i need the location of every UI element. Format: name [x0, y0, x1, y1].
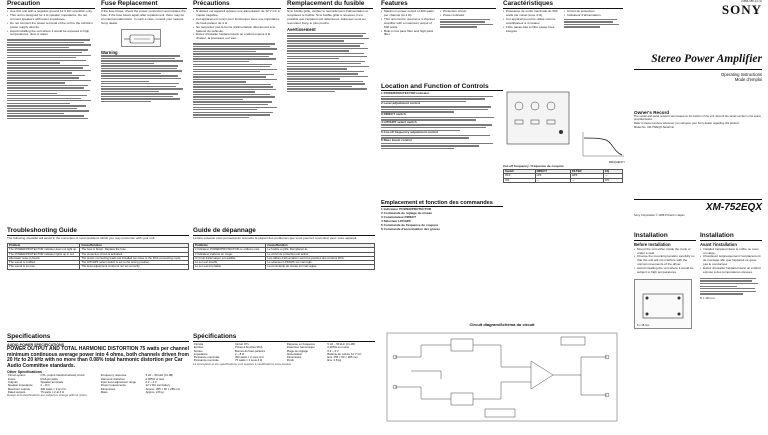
precaution-en-column [7, 0, 95, 119]
cutoff-table-title: Cut-off frequency / fréquence de coupure [503, 164, 564, 168]
cutoff-table-en [503, 165, 623, 183]
features-en-bullet: • Built-in low pass filter and high pass filter. [381, 30, 437, 38]
location-en-item: 1 POWER/PROTECTOR indicator [381, 91, 430, 95]
table-row: Puissance nominale 75 watts × 2 sous 4 Ω [193, 358, 263, 363]
table-row: Maximum outputs 300 watts × 2 at 4 Ω [7, 386, 66, 391]
table-row: L'indicateur POWER/PROTECTOR ne s'allume pas. Le fusible a grillé. Remplacez-le. [194, 248, 375, 252]
installation-fr-section [700, 232, 762, 300]
cutoff-table-header: Switch [504, 169, 536, 173]
specs-fr-table-2 [286, 343, 375, 363]
installation-en-bullet: • Choose the mounting location carefully so that the unit will not interfere with the normal movements of the driver. [634, 255, 696, 267]
location-fr-item: 1 Indicateur POWER/PROTECTOR [381, 207, 432, 211]
installation-en-title: Installation [634, 232, 696, 241]
precaution-en-bullet: • Do not connect the power terminal of the unit to the vehicle's power supply directly. [7, 22, 95, 30]
table-row: Circuits Circuit OTL [193, 342, 250, 346]
screw-size-label-fr: 5 × 18 mm [700, 295, 715, 300]
table-row: The POWER/PROTECTOR indicator does not light up. The fuse is blown. Replace the fuse. [8, 248, 189, 252]
installation-fr-title: Installation [700, 232, 762, 241]
installation-en-subtitle: Before Installation [634, 242, 671, 247]
table-row: Outputs Speaker terminals [7, 379, 64, 384]
precaution-en-bullet: • Avoid installing the unit where it would be exposed to high temperatures, dust or water. [7, 30, 95, 38]
installation-fr-bullet: • Évitez d'installer l'appareil dans un endroit exposé à des températures élevées. [700, 267, 762, 275]
installation-fr-subtitle: Avant l'installation [700, 242, 737, 247]
location-fr-item: 2 Commande de réglage du niveau [381, 210, 433, 215]
table-row: Entrées Prises à broches RCA [193, 345, 263, 350]
fuse-figure [121, 29, 161, 47]
circuit-diagram-section [381, 322, 623, 430]
features-fr-bullet: • Circuit de protection. [564, 10, 622, 14]
features-en-title: Features [381, 0, 496, 9]
fuse-avertissement-label: Avertissement [287, 27, 316, 33]
cutoff-table [503, 169, 623, 183]
table-row: Alternator noise is heard. The power connecting leads are installed too close to the RCA connecting cords. [8, 256, 189, 260]
installation-en-bullet: • Mount the unit either inside the trunk or under a seat. [634, 248, 696, 256]
features-fr-title: Caractéristiques [503, 0, 623, 9]
specs-en-title: Specifications [7, 333, 189, 342]
location-fr-title: Emplacement et fonction des commandes [381, 200, 503, 207]
installation-en-bullet: • Avoid installing the unit where it would be subject to high temperatures. [634, 267, 696, 275]
features-en-column [381, 0, 496, 37]
features-fr-column [503, 0, 623, 33]
installation-figure [634, 279, 692, 329]
table-row: Dimensions Approx. 255 × 60 × 285 mm [100, 386, 181, 391]
fuse-fr-column [287, 0, 373, 92]
table-row: Le son est trop faible. La commande de niveau est mal réglée. [194, 265, 375, 269]
sony-logo: SONY [721, 1, 762, 17]
table-row: Mass Approx. 2.8 kg [100, 389, 164, 394]
fuse-fr-text: Si le fusible grille, vérifiez le raccordement d'alimentation et remplacez le fusible. Si le fusible grille à nouveau, il est possible que l'appareil soit défectueux. Adressez-vous au revendeur Sony le plus proche. [287, 9, 369, 25]
cutoff-table-header: FILTER [570, 169, 603, 173]
precaution-fr-body-text [193, 43, 281, 118]
owners-record [634, 110, 762, 130]
precaution-en-body-text [7, 39, 95, 119]
precaution-fr-bullet: • Ne raccordez pas la borne d'alimentation directement à la batterie du véhicule. [193, 26, 281, 34]
table-row: Harmonic distortion 0.005% or less [100, 376, 165, 381]
cutoff-table-header: DIRECT [535, 169, 570, 173]
specs-fr-section [193, 333, 375, 366]
specs-en-note: Design and specifications are subject to change without notice. [7, 393, 88, 398]
owners-record-title: Owner's Record [634, 109, 670, 115]
table-row: Frequency response 5 Hz – 50 kHz (±1 dB) [100, 373, 174, 378]
table-row: Réponse en fréquence 5 Hz – 50 kHz (±1 dB) [286, 342, 355, 346]
table-row: L'indicateur s'allume en rouge. Le circuit de protection est activé. [194, 252, 375, 256]
location-fr-item: 3 Commutateur DIRECT [381, 214, 417, 219]
troubleshooting-fr-title: Guide de dépannage [193, 227, 375, 236]
table-row: Plage de réglage 0,2 – 4 V [286, 348, 339, 353]
table-row: Impédance 2 – 8 Ω [193, 351, 245, 356]
table-row: Inputs RCA pin jacks [7, 376, 58, 381]
fuse-fr-title: Remplacement du fusible [287, 0, 373, 9]
table-row: ON — — ON [504, 178, 623, 182]
cover-column [634, 0, 762, 232]
specs-en-section [7, 333, 189, 398]
product-name: Stereo Power Amplifier [651, 52, 762, 65]
table-row: Circuit system OTL (output transformerless) circuit [7, 373, 85, 378]
table-row: The sound is too low. The level adjustment control is not set correctly. [8, 265, 189, 269]
specs-fr-table [193, 343, 282, 363]
fuse-en-column [101, 0, 187, 102]
troubleshooting-fr-section [193, 227, 375, 270]
precaution-fr-column [193, 0, 281, 118]
audio-specs-text: POWER OUTPUT AND TOTAL HARMONIC DISTORTION 75 watts per channel minimum continuous average power into 4 ohms, both channels driven from 20 Hz to 20 kHz with no more than 0.08% total harmonic distortion per Car Audio Committee standards. [7, 346, 189, 369]
table-row: Dimensions Env. 255 × 60 × 285 mm [286, 355, 358, 360]
graph-frequency-label: FREQUENCY [608, 161, 625, 164]
location-en-item: 4 LPF/HPF select switch [381, 119, 417, 124]
subtitle-en: Operating Instructions [721, 71, 762, 77]
installation-en-section [634, 232, 696, 329]
copyright: Sony Corporation © 1998 Printed in Japan [634, 214, 685, 217]
precaution-fr-bullet: • N'utilisez cet appareil qu'avec une alimentation de 12 V CC à masse négative. [193, 10, 281, 18]
table-row: The sound is muffled. The LPF/HPF select switch is set to the wrong position. [8, 261, 189, 265]
model-number: XM-752EQX [705, 202, 762, 213]
mounting-screws-icon [635, 280, 693, 330]
table-row: Le son est étouffé. Le sélecteur LPF/HPF est mal réglé. [194, 261, 375, 265]
table-row: Speaker impedance 2 – 8 Ω [7, 383, 50, 388]
location-en-item: 6 Bass boost control [381, 137, 412, 142]
features-en-bullet: • This unit can be used as a 4-channel amplifier with a maximum output of 600 watts. [381, 18, 437, 30]
table-row: Sorties Bornes de haut-parleurs [193, 348, 266, 353]
table-row: Distorsion harmonique 0,005% ou moins [286, 345, 350, 350]
table-row: Puissance maximale 300 watts × 2 sous 4 Ω [193, 355, 264, 360]
amplifier-panel-icon [505, 88, 575, 158]
audio-specs-title: AUDIO POWER SPECIFICATIONS [7, 343, 65, 347]
specs-en-table-2 [100, 374, 189, 394]
location-en-section [381, 81, 503, 149]
subtitle-fr: Mode d'emploi [734, 76, 762, 82]
features-fr-bullet: • Filtre passe-bas et filtre passe-haut intégrés. [503, 26, 561, 34]
fuse-warning-label: Warning [101, 49, 118, 55]
precaution-fr-bullet: • Évitez d'installer l'appareil dans un endroit exposé à la chaleur, la poussière ou l'eau. [193, 33, 281, 41]
table-row: Power requirements 12 V DC car battery [100, 383, 171, 388]
fuse-en-title: Fuse Replacement [101, 0, 187, 9]
location-en-item: 5 Cut-off frequency adjustment control [381, 129, 439, 134]
table-row: Alimentation Batterie de voiture 12 V CC [286, 351, 362, 356]
owners-record-text2: Refer to these numbers whenever you call upon your Sony dealer regarding this product. [634, 121, 740, 125]
precaution-en-title: Precaution [7, 0, 95, 9]
precaution-fr-title: Précautions [193, 0, 281, 9]
frequency-graph [580, 130, 625, 164]
fuse-fr-body-text [287, 33, 373, 93]
location-fr-section [381, 198, 503, 231]
troubleshooting-en-intro: The following checklist will assist in the correction of most problems which you may encounter with your unit. [7, 236, 156, 240]
location-en-item: 2 Level adjustment control [381, 101, 421, 106]
cutoff-table-header: EQ [604, 169, 623, 173]
screw-size-label: 5 × 18 mm [637, 323, 650, 327]
specs-fr-note: La conception et les spécifications sont sujettes à modifications sans préavis. [193, 361, 292, 366]
table-row: Rated outputs 75 watts × 2 at 4 Ω [7, 389, 65, 394]
troubleshooting-fr-intro: La liste suivante vous permettra de résoudre la plupart des problèmes que vous pourriez rencontrer avec votre appareil. [193, 236, 358, 240]
features-en-bullet: • Protection circuit. [440, 10, 496, 14]
table-row: OFF LPF HPF — [504, 174, 623, 178]
model-code: 3-868-188-14 (1) [741, 0, 762, 3]
features-en-bullet: • Power indicator. [440, 14, 496, 18]
other-specs-title: Other Specifications [7, 370, 42, 375]
location-en-item: 3 DIRECT switch [381, 111, 406, 116]
specs-fr-title: Spécifications [193, 333, 375, 342]
table-row: Un bruit d'alternateur est audible. Les câbles d'alimentation sont trop proches des cordons RCA. [194, 256, 375, 260]
location-fr-item: 6 Commande d'accentuation des graves [381, 226, 441, 231]
unit-panel-figure [505, 88, 575, 158]
precaution-fr-bullet: • Cet appareil est conçu pour fonctionner avec une impédance de haut-parleur de 4 Ω. [193, 18, 281, 26]
features-fr-bullet: • Indicateur d'alimentation. [564, 14, 622, 18]
troubleshooting-en-section [7, 227, 189, 270]
troubleshooting-fr-table: Problème Cause/Solution L'indicateur POWER/PROTECTOR ne s'allume pas. Le fusible a grillé. Remplacez-le. L'indicateur s'allume en rouge. Le circuit de protection est activé. Un bruit d'alternateur est audible. Les câbles d'alimentation sont trop proches des cordons RCA. Le son est étouffé. Le sélecteur LPF/HPF est mal réglé. Le son est trop faible. La commande de niveau est mal réglée. [193, 243, 375, 270]
location-en-title: Location and Function of Controls [381, 83, 503, 91]
troubleshooting-en-title: Troubleshooting Guide [7, 227, 189, 236]
frequency-curve-chart [580, 130, 625, 160]
location-fr-item: 5 Commande de fréquence de coupure [381, 222, 439, 227]
installation-fr-bullet: • Installez l'appareil dans le coffre ou sous un siège. [700, 248, 762, 256]
fuse-icon [122, 30, 162, 48]
precaution-en-bullet: • Use this unit with a negative ground 12 V DC operation only. [7, 10, 95, 14]
features-fr-bullet: • Puissance de sortie maximale de 300 watts par canal (sous 4 Ω). [503, 10, 561, 18]
owners-record-field: Model No. XM-752EQX Serial No. [634, 125, 675, 129]
fuse-en-body-text [101, 55, 187, 102]
circuit-diagram [381, 327, 623, 427]
features-en-bullet: • Maximum power output of 300 watts per channel (at 4 Ω). [381, 10, 437, 18]
location-fr-item: 4 Sélecteur LPF/HPF [381, 218, 412, 223]
fuse-en-text: If the fuse blows, check the power connection and replace the fuse. If the fuse blows again after replacement, there may be an internal malfunction. In such a case, consult your nearest Sony dealer. [101, 9, 186, 25]
table-row: The POWER/PROTECTOR indicator lights up in red. The protection circuit is activated. [8, 252, 189, 256]
precaution-en-bullet: • This unit is designed for 4 Ω speaker impedance. Do not connect speakers with lower impedance. [7, 14, 95, 22]
owners-record-text: The model and serial numbers are located on the bottom of the unit. Record the serial number in the space provided below. [634, 114, 761, 122]
troubleshooting-en-table: Problem Cause/Solution The POWER/PROTECTOR indicator does not light up. The fuse is blown. Replace the fuse. The POWER/PROTECTOR indicator lights up in red. The protection circuit is activated. Alternator noise is heard. The power connecting leads are installed too close to the RCA connecting cords. The sound is muffled. The LPF/HPF select switch is set to the wrong position. The sound is too low. The level adjustment control is not set correctly. [7, 243, 189, 270]
installation-fr-bullet: • Choisissez soigneusement l'emplacement de montage afin que l'appareil ne gêne pas le conducteur. [700, 255, 762, 267]
features-fr-bullet: • Cet appareil peut être utilisé comme amplificateur à 4 canaux. [503, 18, 561, 26]
table-row: Input level adjustment range 0.2 – 4 V [100, 379, 157, 384]
specs-en-table [7, 374, 96, 394]
circuit-diagram-title: Circuit diagram/Schéma du circuit [469, 322, 535, 327]
table-row: Poids Env. 2,8 kg [286, 358, 342, 363]
